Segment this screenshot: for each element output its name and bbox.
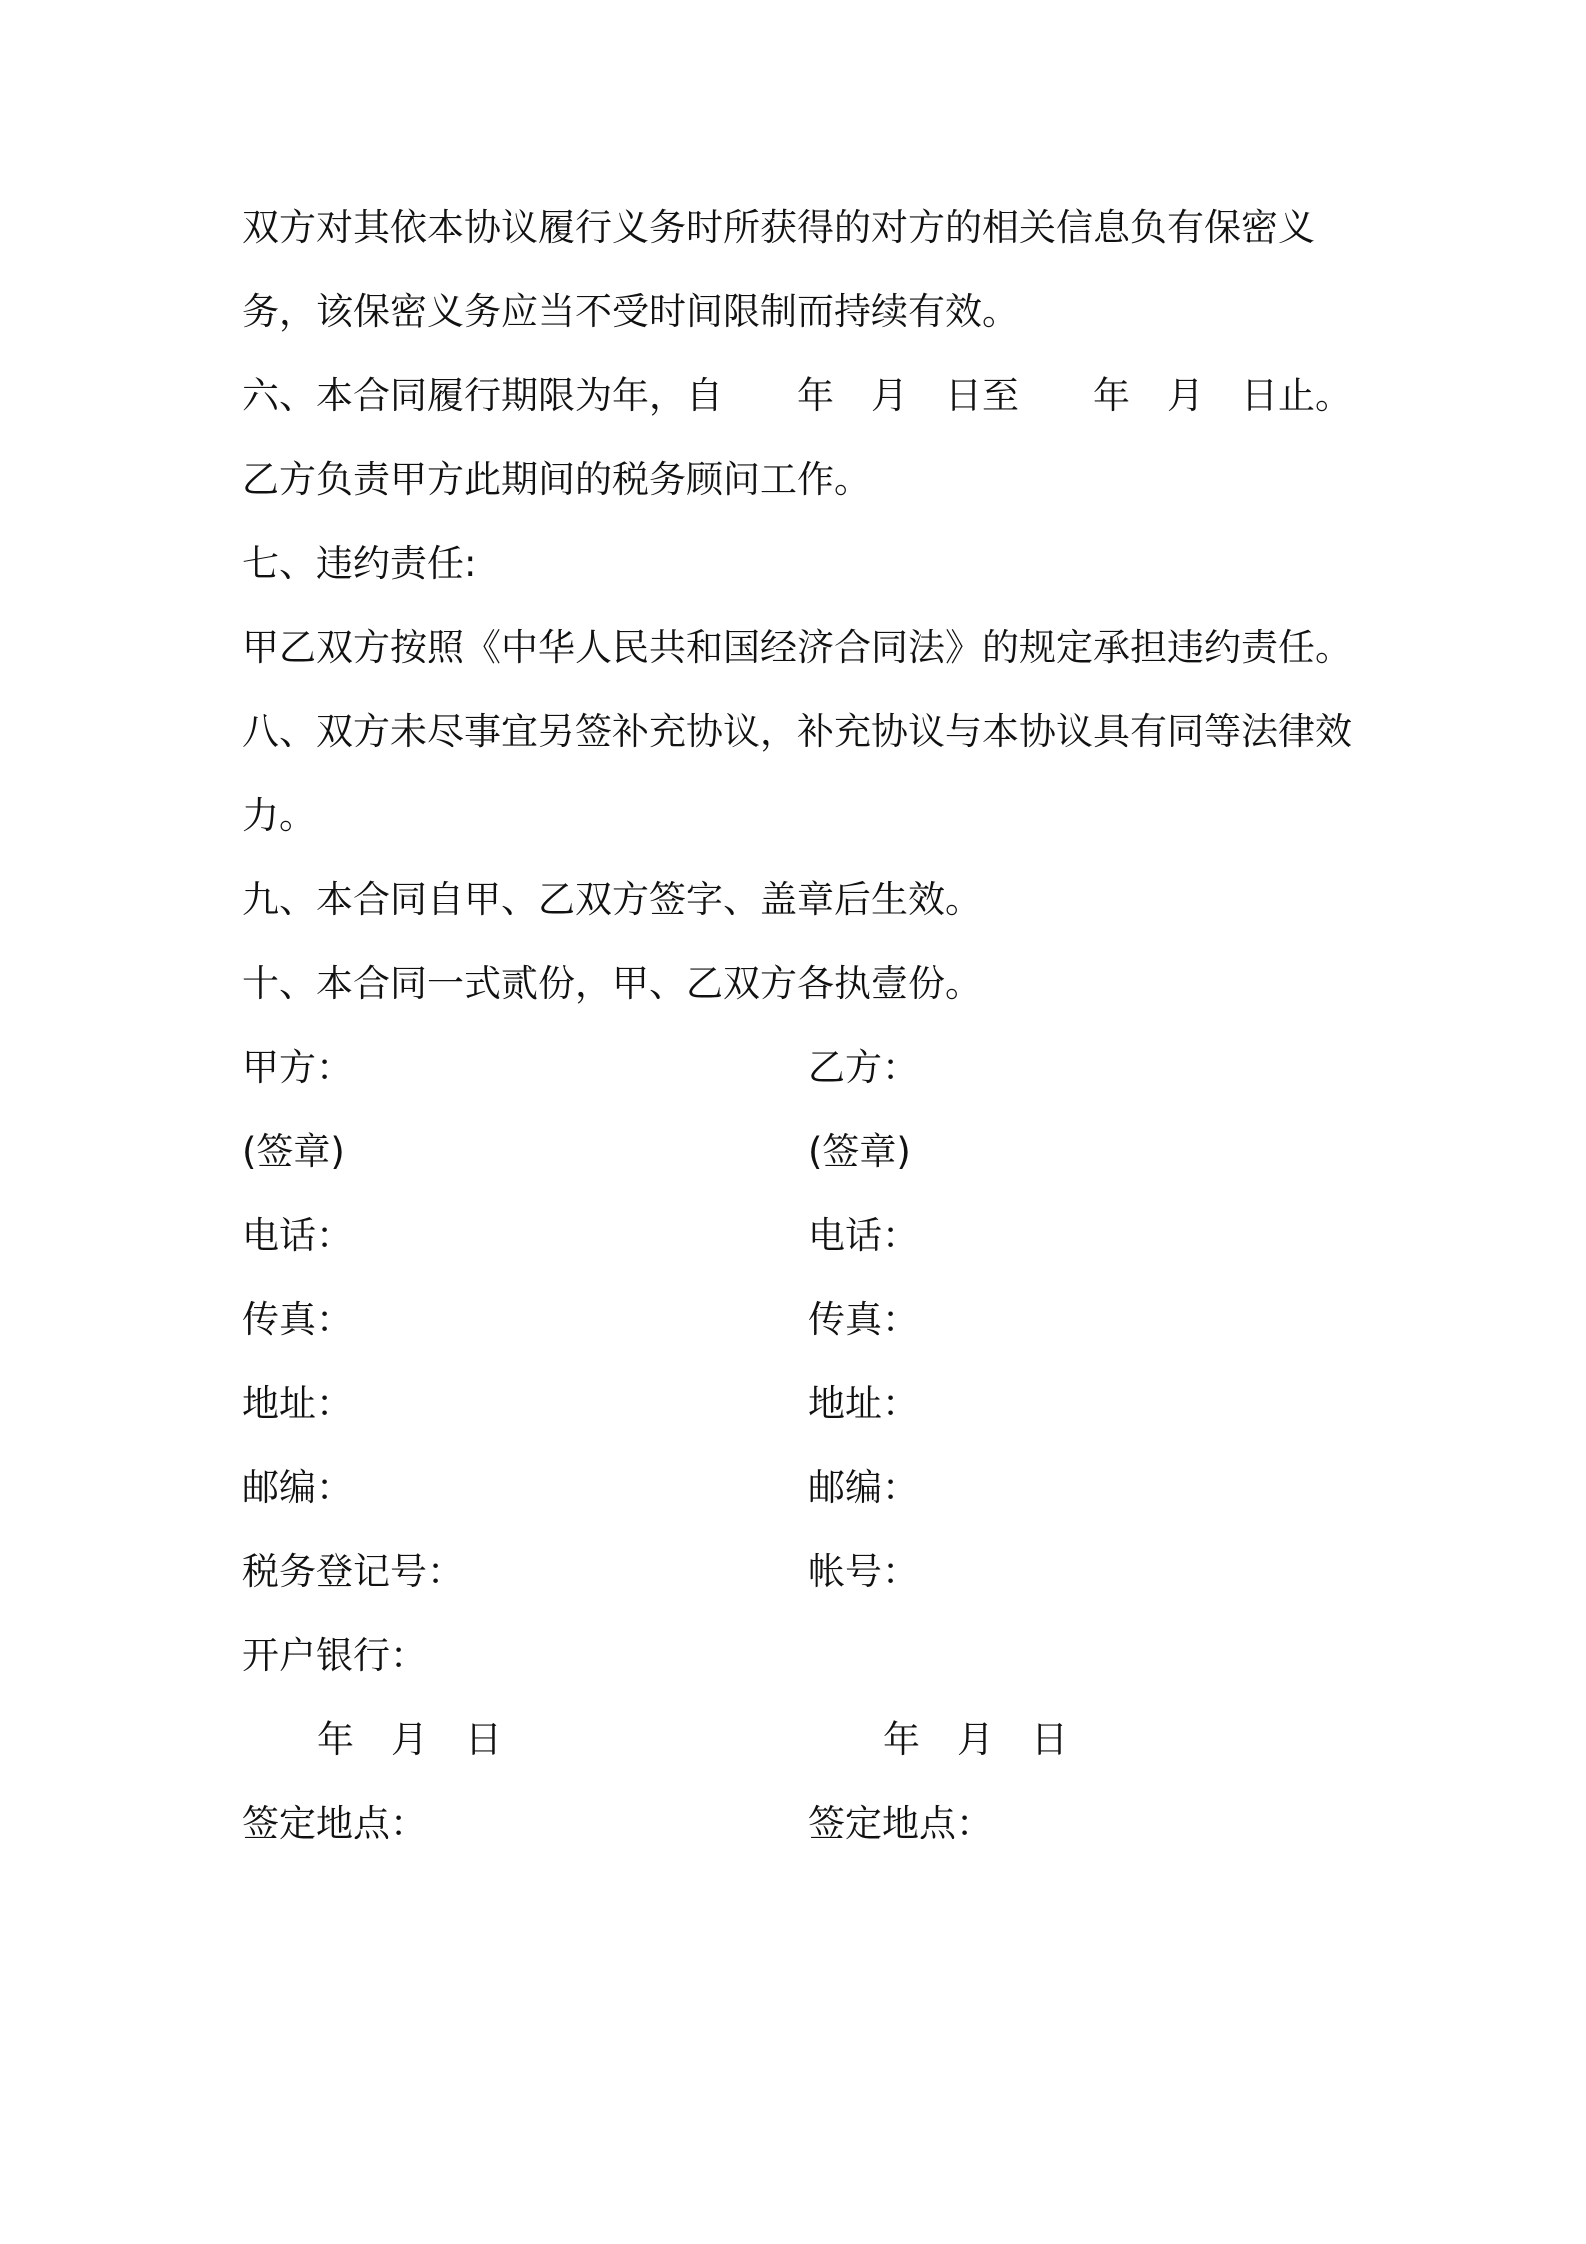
party-b-phone-label: 电话：: [808, 1214, 919, 1257]
party-a-phone-label: 电话：: [242, 1214, 353, 1257]
signature-row-address: [242, 1362, 1442, 1446]
signature-row-tax-account: [242, 1530, 1442, 1614]
signature-row-bank: [242, 1614, 1442, 1698]
signature-row-seal: [242, 1110, 1442, 1194]
signature-row-fax: [242, 1278, 1442, 1362]
signature-row-party: [242, 1026, 1442, 1110]
signature-row-phone: [242, 1194, 1442, 1278]
party-b-fax-label: 传真：: [808, 1298, 919, 1341]
party-a-bank-label: 开户银行：: [242, 1634, 427, 1677]
clause-nine: 九、本合同自甲、乙双方签字、盖章后生效。: [242, 878, 982, 921]
party-a-fax-label: 传真：: [242, 1298, 353, 1341]
clause-seven-heading: 七、违约责任:: [242, 542, 477, 585]
clause-eight: 八、双方未尽事宜另签补充协议，补充协议与本协议具有同等法律效: [242, 710, 1352, 753]
party-b-signing-place-label: 签定地点：: [808, 1802, 993, 1845]
signature-block: [242, 1026, 1442, 1866]
party-a-label: 甲方：: [242, 1046, 353, 1089]
signature-row-place: [242, 1782, 1442, 1866]
party-a-tax-registration-label: 税务登记号：: [242, 1550, 464, 1593]
body-line-confidentiality-cont: 务，该保密义务应当不受时间限制而持续有效。: [242, 290, 1019, 333]
clause-six-cont: 乙方负责甲方此期间的税务顾问工作。: [242, 458, 871, 501]
party-a-date-label: 年 月 日: [317, 1718, 502, 1761]
party-b-seal-label: (签章): [808, 1130, 911, 1173]
party-b-postcode-label: 邮编：: [808, 1466, 919, 1509]
signature-row-postcode: [242, 1446, 1442, 1530]
party-a-signing-place-label: 签定地点：: [242, 1802, 427, 1845]
party-b-account-label: 帐号：: [808, 1550, 919, 1593]
clause-eight-cont: 力。: [242, 794, 316, 837]
contract-body: [242, 186, 1442, 1866]
party-b-address-label: 地址：: [808, 1382, 919, 1425]
clause-six-term: 六、本合同履行期限为年，自 年 月 日至 年 月 日止。: [242, 374, 1352, 417]
party-a-seal-label: (签章): [242, 1130, 345, 1173]
party-b-label: 乙方：: [808, 1046, 919, 1089]
party-a-address-label: 地址：: [242, 1382, 353, 1425]
party-b-date-label: 年 月 日: [883, 1718, 1068, 1761]
signature-row-date: [242, 1698, 1442, 1782]
body-line-confidentiality: 双方对其依本协议履行义务时所获得的对方的相关信息负有保密义: [242, 206, 1315, 249]
party-a-postcode-label: 邮编：: [242, 1466, 353, 1509]
clause-ten: 十、本合同一式贰份，甲、乙双方各执壹份。: [242, 962, 982, 1005]
clause-seven-body: 甲乙双方按照《中华人民共和国经济合同法》的规定承担违约责任。: [242, 626, 1352, 669]
